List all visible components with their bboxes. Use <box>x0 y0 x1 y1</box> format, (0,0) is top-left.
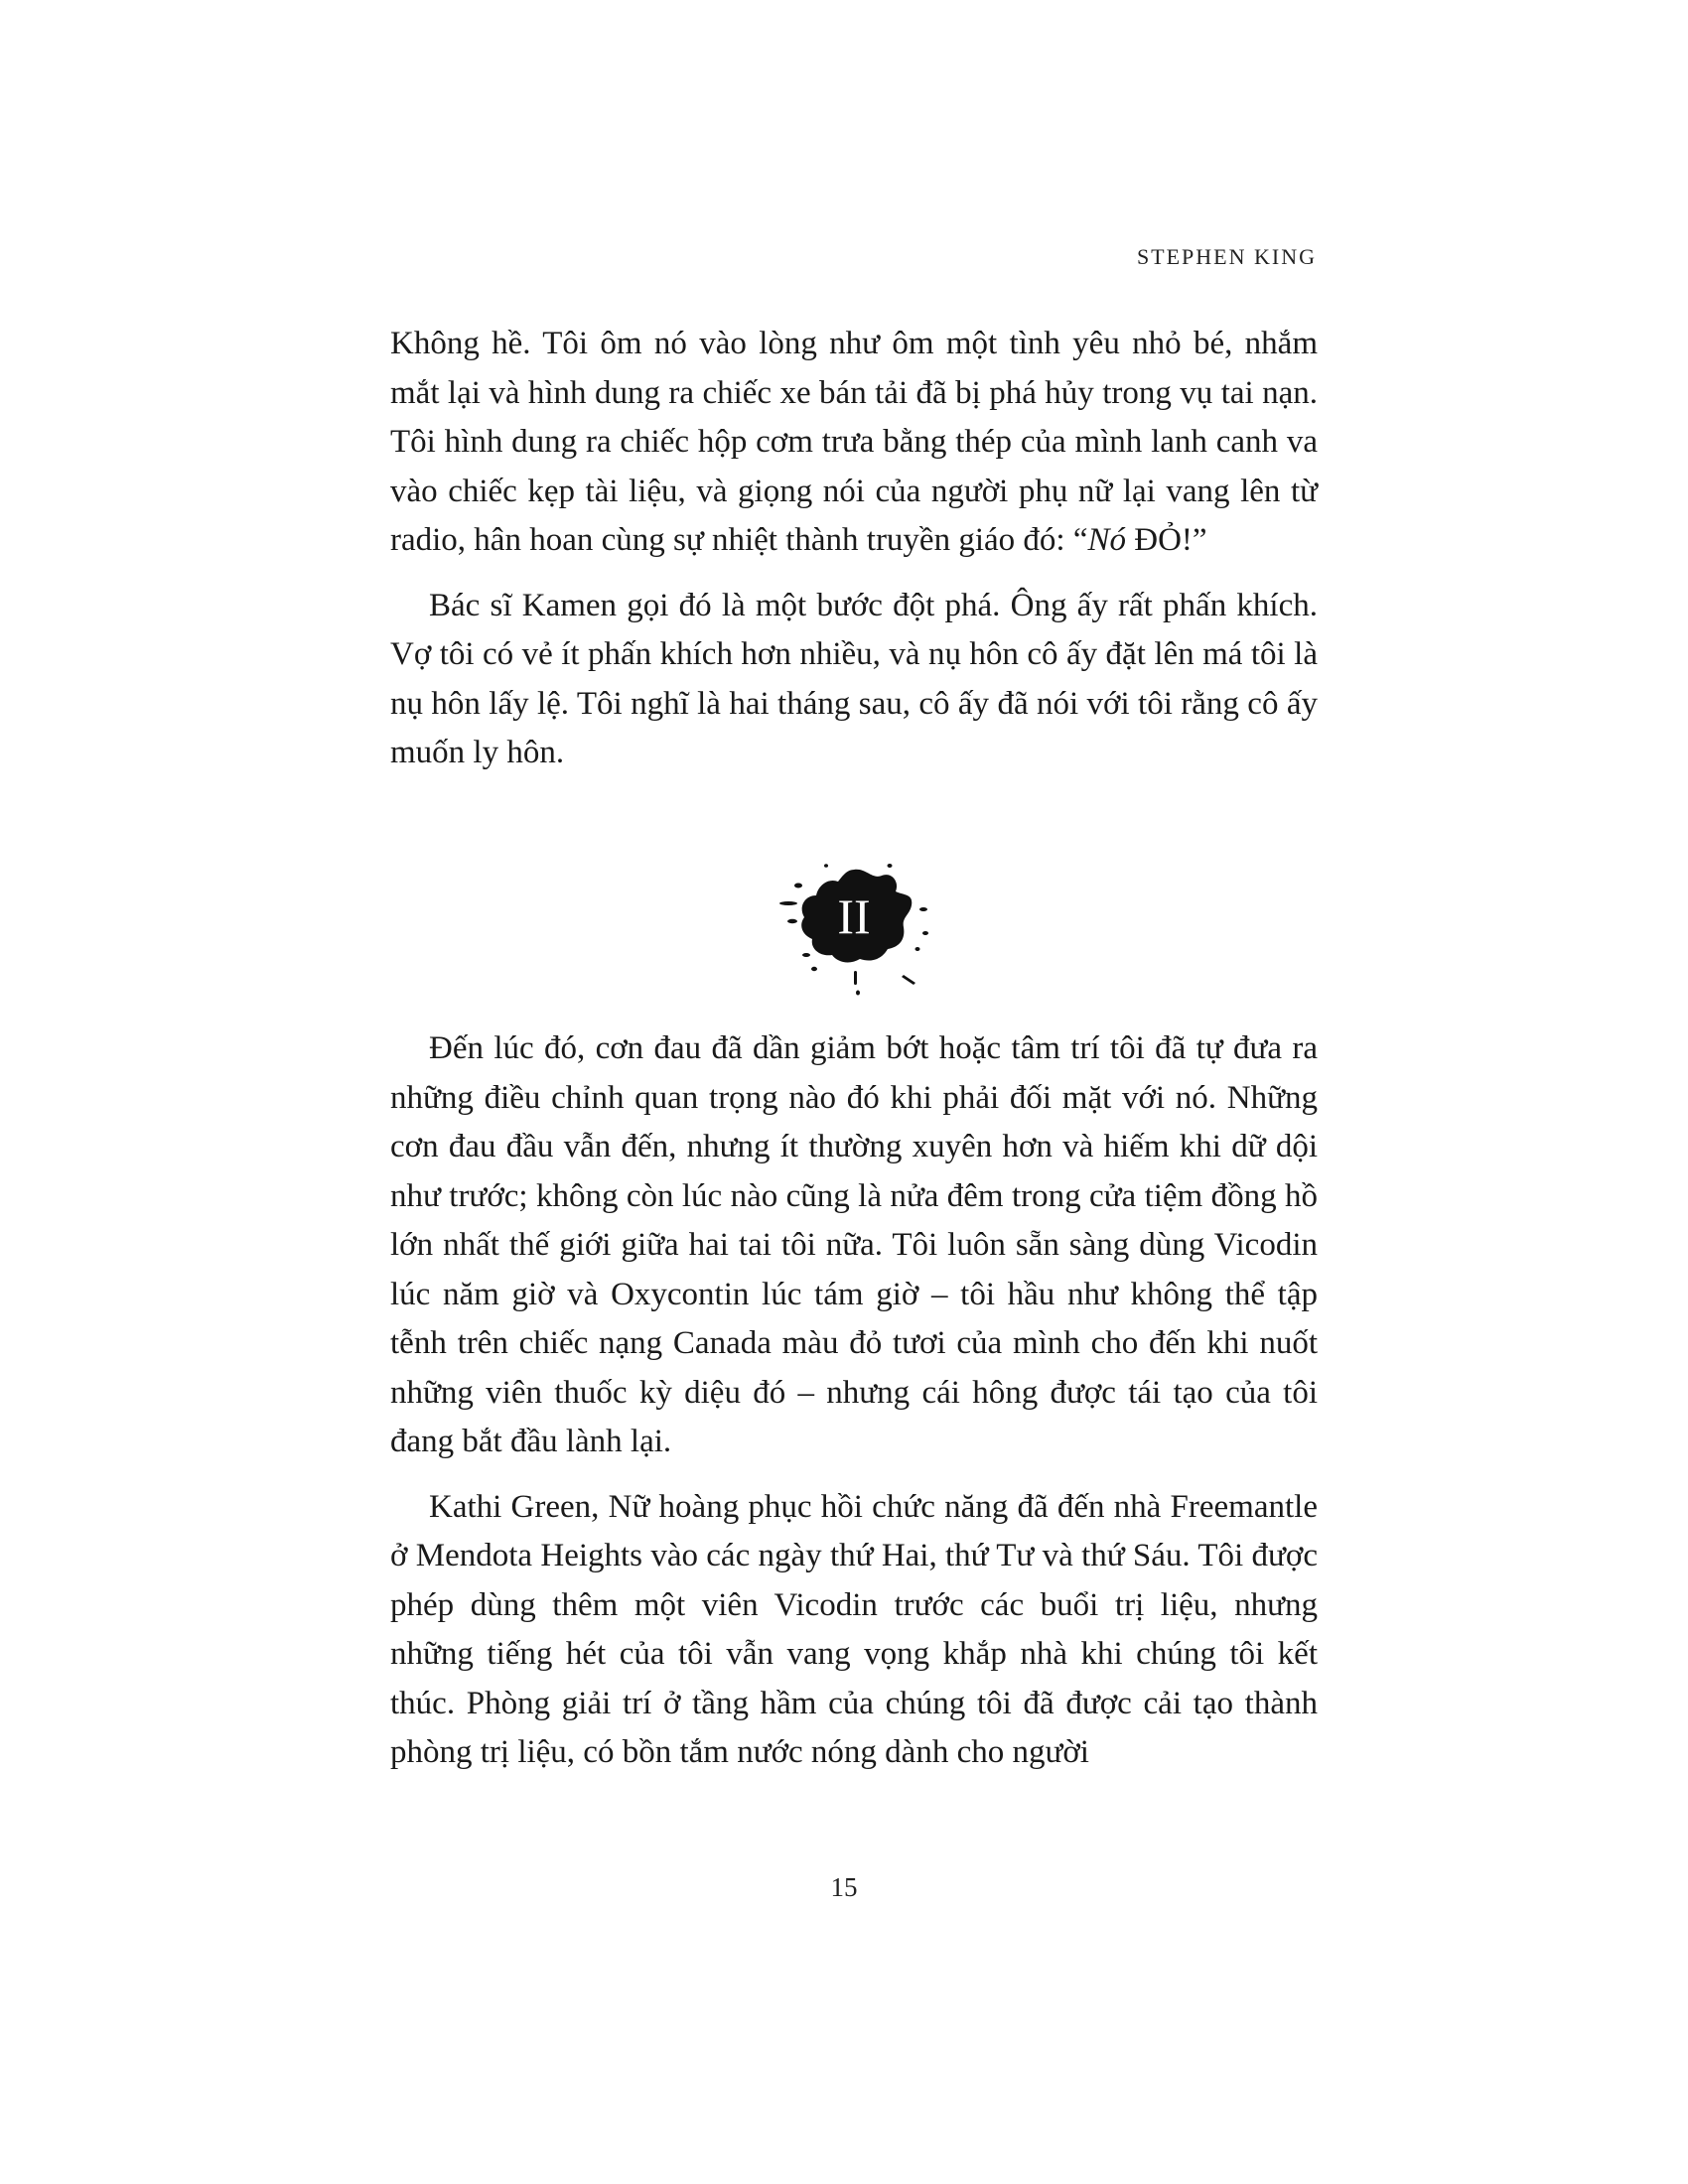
paragraph-pain: Đến lúc đó, cơn đau đã dần giảm bớt hoặc tâm trí tôi đã tự đưa ra những điều chỉnh quan trọng nào đó khi phải đối mặt với nó. Những cơn đau đầu vẫn đến, nhưng ít thường xuyên hơn và hiếm khi dữ dội như trước; không còn lúc nào cũng là nửa đêm trong cửa tiệm đồng hồ lớn nhất thế giới giữa hai tai tôi nữa. Tôi luôn sẵn sàng dùng Vicodin lúc năm giờ và Oxycontin lúc tám giờ – tôi hầu như không thể tập tễnh trên chiếc nạng Canada màu đỏ tươi của mình cho đến khi nuốt những viên thuốc kỳ diệu đó – nhưng cái hông được tái tạo của tôi đang bắt đầu lành lại. <box>390 1030 1318 1459</box>
quote-rest: ĐỎ!” <box>1125 522 1207 558</box>
text-block-upper <box>390 320 1318 778</box>
paragraph-kamen: Bác sĩ Kamen gọi đó là một bước đột phá. Ông ấy rất phấn khích. Vợ tôi có vẻ ít phấn khích hơn nhiều, và nụ hôn cô ấy đặt lên má tôi là nụ hôn lấy lệ. Tôi nghĩ là hai tháng sau, cô ấy đã nói với tôi rằng cô ấy muốn ly hôn. <box>390 587 1318 770</box>
paragraph-continuation <box>390 320 1318 566</box>
page-number: 15 <box>830 1872 858 1902</box>
quote-italic-word: Nó <box>1087 522 1126 558</box>
running-header-author: STEPHEN KING <box>1136 244 1317 269</box>
section-numeral: II <box>837 888 871 944</box>
text-block-lower <box>390 1024 1318 1778</box>
quote-line <box>1073 522 1207 558</box>
paragraph-kathi: Kathi Green, Nữ hoàng phục hồi chức năng đã đến nhà Freemantle ở Mendota Heights vào các ngày thứ Hai, thứ Tư và thứ Sáu. Tôi được phép dùng thêm một viên Vicodin trước các buổi trị liệu, nhưng những tiếng hét của tôi vẫn vang vọng khắp nhà khi chúng tôi kết thúc. Phòng giải trí ở tầng hầm của chúng tôi đã được cải tạo thành phòng trị liệu, có bồn tắm nước nóng dành cho người <box>390 1488 1318 1770</box>
quote-open: “ <box>1072 522 1088 558</box>
section-ornament <box>755 852 953 1011</box>
paragraph-text: Không hề. Tôi ôm nó vào lòng như ôm một tình yêu nhỏ bé, nhắm mắt lại và hình dung ra chiếc xe bán tải đã bị phá hủy trong vụ tai nạn. Tôi hình dung ra chiếc hộp cơm trưa bằng thép của mình lanh canh va vào chiếc kẹp tài liệu, và giọng nói của người phụ nữ lại vang lên từ radio, hân hoan cùng sự nhiệt thành truyền giáo đó: <box>390 326 1318 558</box>
